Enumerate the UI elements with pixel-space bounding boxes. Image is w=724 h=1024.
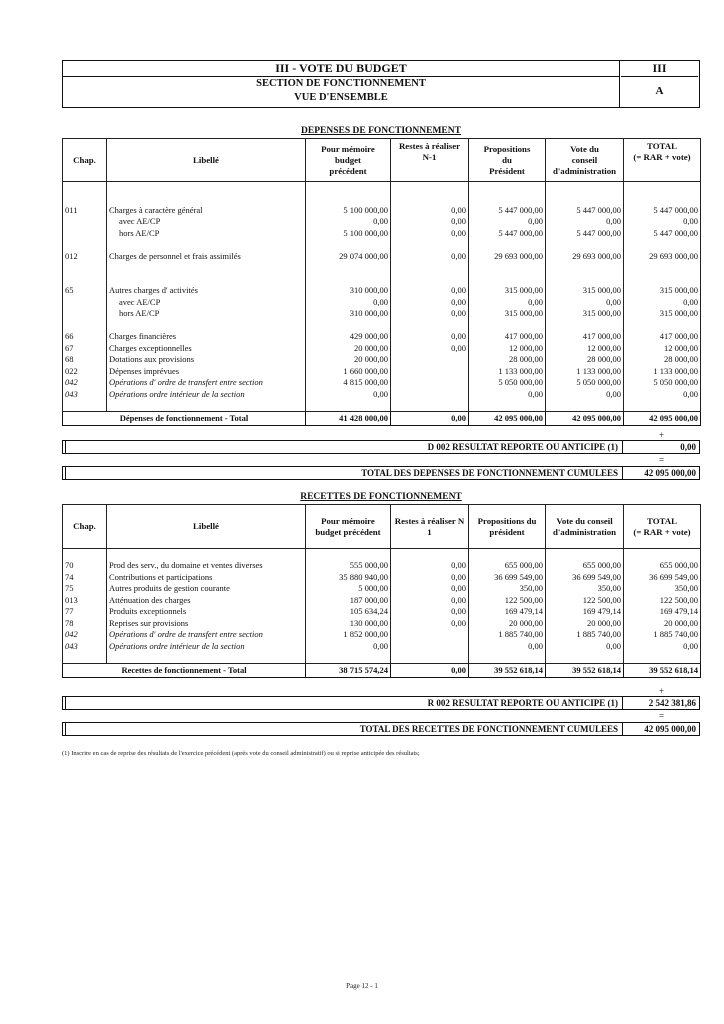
chapter-cell: 012 [63,251,107,263]
restes-cell: 0,00 [391,583,469,595]
label-cell [107,182,306,194]
propositions-cell: 12 000,00 [469,343,546,355]
chapter-cell [63,652,107,664]
label-cell: Autres produits de gestion courante [107,583,306,595]
depenses-cumul-row [62,466,700,480]
spacer-row [63,239,701,251]
memoire-cell [306,262,391,274]
memoire-cell: 0,00 [306,216,391,228]
propositions-cell: 5 050 000,00 [469,377,546,389]
total-cell: 122 500,00 [624,595,701,607]
col-vote: Vote du conseil d'administration [546,139,624,182]
vote-cell: 169 479,14 [546,606,624,618]
label-cell: Charges à caractère général [107,205,306,217]
report-label: D 002 RESULTAT REPORTE OU ANTICIPE (1) [63,441,623,453]
restes-cell [391,389,469,401]
chapter-cell: 68 [63,354,107,366]
propositions-cell: 28 000,00 [469,354,546,366]
vote-cell: 315 000,00 [546,285,624,297]
total-cell: 12 000,00 [624,343,701,355]
col-propositions: Propositions du Président [469,139,546,182]
propositions-cell: 29 693 000,00 [469,251,546,263]
vote-cell [546,400,624,412]
propositions-cell: 122 500,00 [469,595,546,607]
memoire-cell: 29 074 000,00 [306,251,391,263]
total-cell [624,182,701,194]
vote-cell: 12 000,00 [546,343,624,355]
memoire-cell [306,400,391,412]
cumul-value: 42 095 000,00 [644,724,696,734]
total-memoire: 38 715 574,24 [306,664,391,678]
total-cell [624,652,701,664]
table-row [63,583,701,595]
chapter-cell [63,228,107,240]
memoire-cell [306,320,391,332]
chapter-cell [63,308,107,320]
vote-cell: 5 050 000,00 [546,377,624,389]
propositions-cell [469,182,546,194]
table-row [63,354,701,366]
memoire-cell: 187 000,00 [306,595,391,607]
vote-cell [546,274,624,286]
chapter-cell: 043 [63,389,107,401]
vote-cell: 5 447 000,00 [546,228,624,240]
table-row [63,560,701,572]
propositions-cell: 315 000,00 [469,308,546,320]
label-cell [107,549,306,561]
vote-cell [546,652,624,664]
vote-cell: 1 885 740,00 [546,629,624,641]
restes-cell: 0,00 [391,285,469,297]
vote-cell: 0,00 [546,389,624,401]
label-cell [107,262,306,274]
memoire-cell: 20 000,00 [306,354,391,366]
chapter-cell [63,262,107,274]
label-cell: Opérations d' ordre de transfert entre section [107,629,306,641]
col-propositions: Propositions du président [469,505,546,549]
memoire-cell: 429 000,00 [306,331,391,343]
label-cell: Charges exceptionnelles [107,343,306,355]
memoire-cell: 4 815 000,00 [306,377,391,389]
vote-cell [546,549,624,561]
propositions-cell: 350,00 [469,583,546,595]
vote-cell [546,182,624,194]
propositions-cell: 315 000,00 [469,285,546,297]
memoire-cell: 1 660 000,00 [306,366,391,378]
label-cell: Produits exceptionnels [107,606,306,618]
memoire-cell [306,239,391,251]
label-cell: avec AE/CP [107,297,306,309]
vote-cell: 0,00 [546,216,624,228]
memoire-cell [306,193,391,205]
col-restes: Restes à réaliser N-1 [391,139,469,182]
chapter-cell: 042 [63,629,107,641]
col-memoire: Pour mémoire budget précédent [306,505,391,549]
memoire-cell: 1 852 000,00 [306,629,391,641]
restes-cell: 0,00 [391,572,469,584]
table-row [63,377,701,389]
total-cell: 655 000,00 [624,560,701,572]
label-cell: Charges financières [107,331,306,343]
plus-sign: + [658,686,665,696]
vote-cell [546,262,624,274]
document-title: III - VOTE DU BUDGET [63,61,619,77]
label-cell: Opérations ordre intérieur de la section [107,641,306,653]
col-libelle: Libellé [107,139,306,182]
chapter-cell [63,182,107,194]
total-total: 39 552 618,14 [624,664,701,678]
restes-cell [391,641,469,653]
total-cell [624,400,701,412]
recettes-title: RECETTES DE FONCTIONNEMENT [300,492,462,502]
reference-letter: A [655,85,664,97]
vote-cell: 655 000,00 [546,560,624,572]
table-row [63,285,701,297]
restes-cell: 0,00 [391,343,469,355]
col-libelle: Libellé [107,505,306,549]
table-row [63,343,701,355]
equals-sign: = [658,455,665,465]
chapter-cell [63,297,107,309]
vote-cell: 0,00 [546,297,624,309]
recettes-table [62,504,701,678]
memoire-cell: 310 000,00 [306,285,391,297]
table-row [63,572,701,584]
page-number: Page 12 - 1 [346,982,378,990]
total-cell [624,274,701,286]
spacer-row [63,320,701,332]
section-title: SECTION DE FONCTIONNEMENT [256,78,426,89]
total-cell: 36 699 549,00 [624,572,701,584]
restes-cell: 0,00 [391,297,469,309]
subsection-title: VUE D'ENSEMBLE [294,92,388,103]
chapter-cell: 70 [63,560,107,572]
plus-sign: + [658,430,665,440]
spacer-row [63,400,701,412]
memoire-cell: 5 100 000,00 [306,228,391,240]
restes-cell [391,239,469,251]
memoire-cell: 0,00 [306,389,391,401]
table-row [63,366,701,378]
col-total: TOTAL (= RAR + vote) [624,505,701,549]
total-restes: 0,00 [391,412,469,426]
total-propositions: 39 552 618,14 [469,664,546,678]
chapter-cell: 67 [63,343,107,355]
label-cell [107,652,306,664]
label-cell: Reprises sur provisions [107,618,306,630]
vote-cell: 417 000,00 [546,331,624,343]
memoire-cell: 5 100 000,00 [306,205,391,217]
vote-cell: 5 447 000,00 [546,205,624,217]
recettes-total-row [63,664,701,678]
chapter-cell [63,216,107,228]
total-cell: 1 885 740,00 [624,629,701,641]
restes-cell [391,262,469,274]
chapter-cell [63,549,107,561]
total-cell: 0,00 [624,641,701,653]
depenses-total-row [63,412,701,426]
memoire-cell: 130 000,00 [306,618,391,630]
restes-cell: 0,00 [391,216,469,228]
total-cell: 5 050 000,00 [624,377,701,389]
label-cell: Opérations d' ordre de transfert entre section [107,377,306,389]
chapter-cell: 022 [63,366,107,378]
spacer-row [63,193,701,205]
restes-cell [391,366,469,378]
memoire-cell [306,182,391,194]
restes-cell: 0,00 [391,228,469,240]
chapter-cell [63,320,107,332]
propositions-cell: 0,00 [469,216,546,228]
restes-cell [391,652,469,664]
propositions-cell: 1 885 740,00 [469,629,546,641]
memoire-cell: 0,00 [306,641,391,653]
report-value: 0,00 [680,442,696,452]
total-total: 42 095 000,00 [624,412,701,426]
chapter-cell: 77 [63,606,107,618]
table-row [63,251,701,263]
propositions-cell [469,400,546,412]
reference-number: III [621,61,698,77]
total-vote: 39 552 618,14 [546,664,624,678]
cumul-value: 42 095 000,00 [644,468,696,478]
recettes-cumul-row [62,722,700,736]
label-cell [107,400,306,412]
propositions-cell: 1 133 000,00 [469,366,546,378]
vote-cell: 28 000,00 [546,354,624,366]
report-value: 2 542 381,86 [648,698,696,708]
restes-cell: 0,00 [391,331,469,343]
total-restes: 0,00 [391,664,469,678]
col-total: TOTAL (= RAR + vote) [624,139,701,182]
chapter-cell: 042 [63,377,107,389]
propositions-cell: 169 479,14 [469,606,546,618]
label-cell: hors AE/CP [107,308,306,320]
depenses-table [62,138,701,426]
table-row [63,297,701,309]
label-cell: Atténuation des charges [107,595,306,607]
total-cell: 315 000,00 [624,308,701,320]
restes-cell [391,354,469,366]
label-cell: hors AE/CP [107,228,306,240]
memoire-cell: 5 000,00 [306,583,391,595]
table-row [63,228,701,240]
vote-cell [546,239,624,251]
vote-cell: 1 133 000,00 [546,366,624,378]
propositions-cell [469,549,546,561]
memoire-cell: 555 000,00 [306,560,391,572]
label-cell: Opérations ordre intérieur de la section [107,389,306,401]
table-row [63,216,701,228]
chapter-cell [63,239,107,251]
restes-cell [391,549,469,561]
chapter-cell: 013 [63,595,107,607]
header-reference [621,61,698,107]
restes-cell: 0,00 [391,308,469,320]
restes-cell: 0,00 [391,606,469,618]
propositions-cell [469,262,546,274]
chapter-cell: 66 [63,331,107,343]
vote-cell: 36 699 549,00 [546,572,624,584]
chapter-cell: 75 [63,583,107,595]
chapter-cell [63,400,107,412]
total-cell [624,320,701,332]
vote-cell: 350,00 [546,583,624,595]
table-row [63,389,701,401]
table-row [63,331,701,343]
label-cell: avec AE/CP [107,216,306,228]
label-cell [107,320,306,332]
depenses-report-row [62,440,700,454]
restes-cell [391,400,469,412]
chapter-cell [63,193,107,205]
col-restes: Restes à réaliser N 1 [391,505,469,549]
spacer-row [63,549,701,561]
col-chap: Chap. [63,505,107,549]
vote-cell: 122 500,00 [546,595,624,607]
table-row [63,308,701,320]
total-cell: 169 479,14 [624,606,701,618]
total-cell: 29 693 000,00 [624,251,701,263]
total-cell: 417 000,00 [624,331,701,343]
total-cell: 0,00 [624,389,701,401]
memoire-cell: 35 880 940,00 [306,572,391,584]
cumul-label: TOTAL DES RECETTES DE FONCTIONNEMENT CUMULEES [63,723,623,735]
total-cell [624,549,701,561]
label-cell [107,193,306,205]
memoire-cell [306,549,391,561]
total-cell: 1 133 000,00 [624,366,701,378]
propositions-cell: 0,00 [469,297,546,309]
propositions-cell: 36 699 549,00 [469,572,546,584]
propositions-cell [469,193,546,205]
vote-cell: 29 693 000,00 [546,251,624,263]
chapter-cell [63,274,107,286]
table-row [63,641,701,653]
total-cell [624,193,701,205]
memoire-cell [306,652,391,664]
propositions-cell: 417 000,00 [469,331,546,343]
report-label: R 002 RESULTAT REPORTE OU ANTICIPE (1) [63,697,623,709]
total-cell: 315 000,00 [624,285,701,297]
restes-cell [391,629,469,641]
memoire-cell: 105 634,24 [306,606,391,618]
restes-cell: 0,00 [391,618,469,630]
label-cell [107,274,306,286]
total-vote: 42 095 000,00 [546,412,624,426]
table-row [63,595,701,607]
total-cell [624,239,701,251]
label-cell: Dotations aux provisions [107,354,306,366]
memoire-cell: 0,00 [306,297,391,309]
restes-cell [391,182,469,194]
propositions-cell: 0,00 [469,641,546,653]
col-memoire: Pour mémoire budget précédent [306,139,391,182]
propositions-cell [469,652,546,664]
restes-cell: 0,00 [391,205,469,217]
label-cell: Prod des serv., du domaine et ventes diverses [107,560,306,572]
spacer-row [63,182,701,194]
total-cell: 350,00 [624,583,701,595]
label-cell: Charges de personnel et frais assimilés [107,251,306,263]
total-label: Dépenses de fonctionnement - Total [63,412,306,426]
restes-cell: 0,00 [391,595,469,607]
label-cell: Contributions et participations [107,572,306,584]
label-cell: Dépenses imprévues [107,366,306,378]
chapter-cell: 65 [63,285,107,297]
label-cell: Autres charges d' activités [107,285,306,297]
spacer-row [63,274,701,286]
total-cell: 20 000,00 [624,618,701,630]
restes-cell: 0,00 [391,251,469,263]
total-cell: 0,00 [624,297,701,309]
total-cell [624,262,701,274]
restes-cell: 0,00 [391,560,469,572]
table-row [63,205,701,217]
chapter-cell: 78 [63,618,107,630]
propositions-cell: 5 447 000,00 [469,205,546,217]
restes-cell [391,193,469,205]
total-cell: 28 000,00 [624,354,701,366]
vote-cell: 20 000,00 [546,618,624,630]
table-row [63,629,701,641]
restes-cell [391,377,469,389]
vote-cell: 315 000,00 [546,308,624,320]
chapter-cell: 74 [63,572,107,584]
restes-cell [391,320,469,332]
propositions-cell: 655 000,00 [469,560,546,572]
spacer-row [63,652,701,664]
table-row [63,606,701,618]
total-propositions: 42 095 000,00 [469,412,546,426]
chapter-cell: 043 [63,641,107,653]
vote-cell [546,193,624,205]
propositions-cell: 5 447 000,00 [469,228,546,240]
chapter-cell: 011 [63,205,107,217]
memoire-cell: 20 000,00 [306,343,391,355]
col-vote: Vote du conseil d'administration [546,505,624,549]
memoire-cell: 310 000,00 [306,308,391,320]
total-cell: 5 447 000,00 [624,228,701,240]
propositions-cell: 20 000,00 [469,618,546,630]
total-memoire: 41 428 000,00 [306,412,391,426]
label-cell [107,239,306,251]
col-chap: Chap. [63,139,107,182]
vote-cell [546,320,624,332]
propositions-cell: 0,00 [469,389,546,401]
recettes-report-row [62,696,700,710]
propositions-cell [469,239,546,251]
spacer-row [63,262,701,274]
total-cell: 0,00 [624,216,701,228]
memoire-cell [306,274,391,286]
total-label: Recettes de fonctionnement - Total [63,664,306,678]
depenses-title: DEPENSES DE FONCTIONNEMENT [301,126,461,136]
restes-cell [391,274,469,286]
document-header [62,60,700,108]
cumul-label: TOTAL DES DEPENSES DE FONCTIONNEMENT CUMULEES [63,467,623,479]
propositions-cell [469,274,546,286]
total-cell: 5 447 000,00 [624,205,701,217]
header-main [63,61,620,107]
vote-cell: 0,00 [546,641,624,653]
propositions-cell [469,320,546,332]
footnote: (1) Inscrire en cas de reprise des résultats de l'exercice précédent (après vote du conseil administratif) ou si reprise anticipée des résultats; [62,750,420,757]
table-row [63,618,701,630]
equals-sign: = [658,711,665,721]
